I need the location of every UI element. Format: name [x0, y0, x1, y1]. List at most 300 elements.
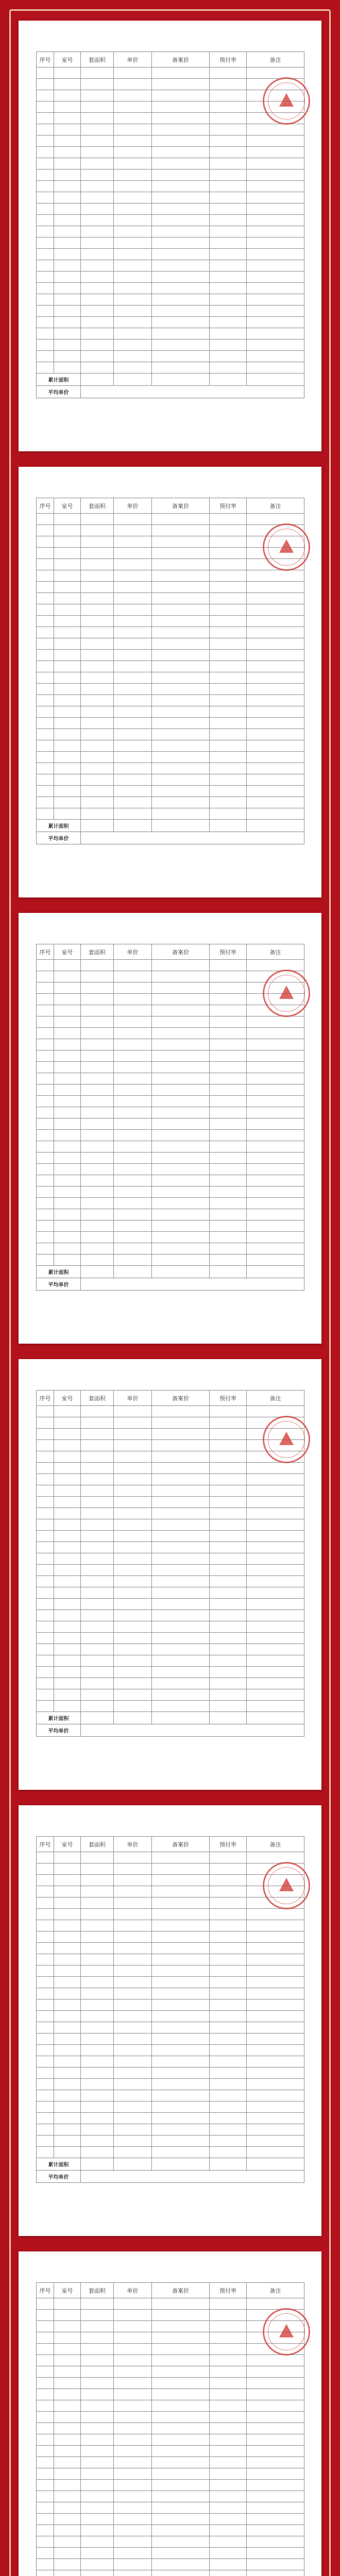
table-cell — [54, 582, 81, 593]
table-row — [37, 604, 304, 616]
table-cell — [152, 1084, 210, 1096]
table-cell — [81, 1429, 114, 1440]
table-cell — [210, 374, 247, 386]
table-cell — [152, 593, 210, 604]
table-row — [37, 638, 304, 650]
table-cell — [247, 1712, 304, 1724]
table-cell — [114, 2502, 152, 2514]
table-cell — [37, 2056, 54, 2067]
table-cell — [114, 695, 152, 706]
table-cell — [152, 1977, 210, 1988]
table-cell — [152, 2355, 210, 2366]
table-cell — [152, 1497, 210, 1508]
column-header: 备注 — [247, 1837, 304, 1852]
table-cell — [152, 2423, 210, 2434]
table-cell — [152, 1931, 210, 1943]
table-cell — [81, 101, 114, 113]
table-cell — [114, 797, 152, 808]
table-cell — [37, 1221, 54, 1232]
table-cell — [54, 238, 81, 249]
table-cell — [81, 272, 114, 283]
table-cell — [152, 1610, 210, 1621]
table-cell — [81, 1451, 114, 1463]
table-cell — [37, 1565, 54, 1576]
table-cell — [152, 570, 210, 582]
table-cell — [152, 1689, 210, 1701]
price-sheet — [19, 21, 321, 451]
table-cell — [81, 1440, 114, 1451]
table-cell — [152, 2102, 210, 2113]
table-cell — [114, 1463, 152, 1474]
table-row — [37, 514, 304, 525]
table-cell — [210, 2344, 247, 2355]
table-cell — [114, 1943, 152, 1954]
table-cell — [247, 638, 304, 650]
table-cell — [247, 616, 304, 627]
table-cell — [152, 1897, 210, 1909]
table-cell — [54, 994, 81, 1005]
table-row — [37, 2389, 304, 2400]
table-cell — [152, 1988, 210, 1999]
table-cell — [37, 1118, 54, 1130]
table-cell — [152, 1463, 210, 1474]
table-cell — [54, 101, 81, 113]
table-cell — [37, 514, 54, 525]
table-cell — [54, 1621, 81, 1633]
table-cell — [54, 960, 81, 971]
table-cell — [247, 1497, 304, 1508]
table-cell — [210, 1153, 247, 1164]
table-cell — [54, 158, 81, 170]
table-cell — [37, 604, 54, 616]
table-cell — [54, 1701, 81, 1712]
table-cell — [54, 1852, 81, 1863]
table-row — [37, 1175, 304, 1187]
table-cell — [114, 1875, 152, 1886]
table-cell — [81, 1689, 114, 1701]
table-cell — [54, 2033, 81, 2045]
table-cell — [37, 1474, 54, 1485]
table-cell — [247, 181, 304, 192]
table-cell — [247, 1107, 304, 1118]
table-cell — [247, 238, 304, 249]
table-cell — [114, 627, 152, 638]
table-row — [37, 763, 304, 774]
table-cell — [54, 1050, 81, 1062]
table-cell — [114, 1474, 152, 1485]
table-cell — [152, 2136, 210, 2147]
company-seal-icon — [263, 1862, 310, 1909]
table-cell — [247, 158, 304, 170]
table-row — [37, 616, 304, 627]
table-cell — [81, 638, 114, 650]
table-cell — [114, 1599, 152, 1610]
table-cell — [54, 1863, 81, 1875]
table-cell — [210, 2033, 247, 2045]
table-cell — [37, 1232, 54, 1243]
table-cell — [247, 1610, 304, 1621]
table-cell — [152, 2321, 210, 2332]
table-cell — [152, 2113, 210, 2124]
table-cell — [114, 1701, 152, 1712]
table-cell — [247, 1542, 304, 1553]
table-cell — [37, 1209, 54, 1221]
table-cell — [210, 1610, 247, 1621]
company-seal-icon — [263, 523, 310, 571]
company-seal-icon — [263, 1416, 310, 1463]
total-area-value — [81, 374, 114, 386]
table-row — [37, 786, 304, 797]
table-cell — [210, 2321, 247, 2332]
column-header: 备案价 — [152, 1837, 210, 1852]
table-cell — [210, 684, 247, 695]
table-row — [37, 582, 304, 593]
table-cell — [210, 695, 247, 706]
table-cell — [247, 1519, 304, 1531]
table-cell — [81, 2298, 114, 2310]
table-cell — [210, 2011, 247, 2022]
table-cell — [152, 306, 210, 317]
price-sheet — [19, 1805, 321, 2236]
table-row — [37, 2310, 304, 2321]
table-cell — [152, 1875, 210, 1886]
table-cell — [81, 1863, 114, 1875]
table-cell — [37, 2298, 54, 2310]
table-cell — [114, 2136, 152, 2147]
table-header-row — [37, 498, 304, 514]
table-header-row — [37, 1391, 304, 1406]
column-header: 室号 — [54, 498, 81, 514]
table-row — [37, 1943, 304, 1954]
table-row — [37, 1016, 304, 1028]
table-cell — [247, 2378, 304, 2389]
table-row — [37, 2136, 304, 2147]
table-cell — [152, 1005, 210, 1016]
table-cell — [54, 2298, 81, 2310]
table-cell — [152, 226, 210, 238]
table-row — [37, 729, 304, 740]
table-cell — [247, 124, 304, 135]
table-cell — [54, 706, 81, 718]
table-cell — [54, 1931, 81, 1943]
table-cell — [114, 158, 152, 170]
avg-price-label: 平均单价 — [37, 2171, 81, 2183]
table-cell — [152, 2067, 210, 2079]
table-row — [37, 2022, 304, 2033]
table-cell — [81, 797, 114, 808]
table-cell — [37, 2559, 54, 2570]
table-row — [37, 1209, 304, 1221]
table-cell — [81, 604, 114, 616]
table-cell — [54, 2102, 81, 2113]
table-cell — [54, 1429, 81, 1440]
total-price-value — [152, 1266, 210, 1278]
table-cell — [114, 570, 152, 582]
column-header: 序号 — [37, 2283, 54, 2298]
table-cell — [81, 763, 114, 774]
table-cell — [37, 2423, 54, 2434]
table-cell — [54, 67, 81, 79]
table-cell — [152, 514, 210, 525]
table-cell — [37, 249, 54, 260]
table-cell — [210, 2423, 247, 2434]
sheet-header — [36, 933, 304, 944]
table-row — [37, 1587, 304, 1599]
table-cell — [114, 1565, 152, 1576]
table-cell — [54, 2056, 81, 2067]
table-cell — [37, 101, 54, 113]
table-cell — [114, 374, 152, 386]
table-cell — [210, 1599, 247, 1610]
table-cell — [54, 1565, 81, 1576]
table-cell — [54, 2412, 81, 2423]
table-cell — [54, 982, 81, 994]
table-cell — [54, 1130, 81, 1141]
table-row — [37, 1451, 304, 1463]
table-cell — [210, 1999, 247, 2011]
table-cell — [81, 1519, 114, 1531]
table-cell — [210, 2090, 247, 2102]
table-cell — [81, 2400, 114, 2412]
table-cell — [247, 1701, 304, 1712]
table-cell — [210, 260, 247, 272]
table-cell — [114, 1243, 152, 1255]
table-row — [37, 1701, 304, 1712]
table-cell — [247, 1118, 304, 1130]
table-cell — [114, 1988, 152, 1999]
table-cell — [247, 1243, 304, 1255]
table-cell — [152, 147, 210, 158]
table-cell — [114, 1897, 152, 1909]
table-cell — [37, 1943, 54, 1954]
table-cell — [54, 1073, 81, 1084]
table-cell — [54, 1897, 81, 1909]
table-cell — [152, 1667, 210, 1678]
table-cell — [81, 740, 114, 752]
table-cell — [210, 1016, 247, 1028]
table-cell — [247, 1954, 304, 1965]
table-cell — [152, 1485, 210, 1497]
table-cell — [37, 1678, 54, 1689]
table-cell — [37, 1440, 54, 1451]
table-cell — [54, 2389, 81, 2400]
table-cell — [152, 2548, 210, 2559]
table-cell — [81, 2366, 114, 2378]
table-cell — [54, 786, 81, 797]
table-cell — [54, 294, 81, 306]
table-cell — [247, 2056, 304, 2067]
table-cell — [210, 982, 247, 994]
table-cell — [37, 1553, 54, 1565]
price-sheets — [19, 21, 321, 2576]
table-cell — [81, 192, 114, 204]
column-header: 单价 — [114, 944, 152, 960]
table-cell — [114, 1440, 152, 1451]
table-cell — [37, 2124, 54, 2136]
table-cell — [81, 672, 114, 684]
table-cell — [81, 215, 114, 226]
table-cell — [114, 124, 152, 135]
table-cell — [210, 1463, 247, 1474]
table-cell — [210, 1039, 247, 1050]
table-cell — [37, 729, 54, 740]
table-row — [37, 204, 304, 215]
table-cell — [37, 808, 54, 820]
table-cell — [210, 1451, 247, 1463]
total-area-label: 累计面积 — [37, 374, 81, 386]
table-cell — [152, 982, 210, 994]
table-cell — [114, 2366, 152, 2378]
table-cell — [81, 226, 114, 238]
table-row — [37, 1655, 304, 1667]
table-cell — [81, 2022, 114, 2033]
table-cell — [114, 1062, 152, 1073]
table-cell — [152, 101, 210, 113]
table-row — [37, 2400, 304, 2412]
table-cell — [114, 1485, 152, 1497]
avg-price-label: 平均单价 — [37, 1278, 81, 1291]
table-cell — [37, 79, 54, 90]
table-cell — [81, 2355, 114, 2366]
table-cell — [247, 1565, 304, 1576]
price-sheet — [19, 1359, 321, 1790]
table-cell — [152, 1050, 210, 1062]
table-cell — [247, 283, 304, 294]
table-row — [37, 570, 304, 582]
table-cell — [37, 1050, 54, 1062]
table-cell — [81, 1198, 114, 1209]
table-cell — [247, 1073, 304, 1084]
table-cell — [37, 1667, 54, 1678]
table-cell — [114, 1005, 152, 1016]
table-cell — [114, 559, 152, 570]
table-cell — [54, 1451, 81, 1463]
table-cell — [114, 2147, 152, 2158]
table-row — [37, 124, 304, 135]
table-cell — [152, 604, 210, 616]
table-cell — [81, 706, 114, 718]
column-header: 预付率 — [210, 1837, 247, 1852]
table-cell — [247, 2079, 304, 2090]
table-cell — [114, 340, 152, 351]
table-row — [37, 351, 304, 362]
table-cell — [81, 808, 114, 820]
table-cell — [247, 706, 304, 718]
table-cell — [54, 260, 81, 272]
table-cell — [247, 2434, 304, 2446]
table-cell — [247, 317, 304, 328]
table-cell — [114, 1931, 152, 1943]
table-cell — [210, 525, 247, 536]
column-header: 套面积 — [81, 52, 114, 67]
table-cell — [114, 820, 152, 832]
table-cell — [54, 536, 81, 548]
table-row — [37, 1689, 304, 1701]
table-row — [37, 1096, 304, 1107]
table-row — [37, 1417, 304, 1429]
table-cell — [37, 2514, 54, 2525]
table-cell — [152, 1542, 210, 1553]
table-cell — [114, 1187, 152, 1198]
column-header: 预付率 — [210, 2283, 247, 2298]
table-cell — [210, 1689, 247, 1701]
table-row — [37, 2570, 304, 2576]
table-cell — [210, 604, 247, 616]
table-cell — [81, 2310, 114, 2321]
table-cell — [114, 2011, 152, 2022]
table-cell — [247, 294, 304, 306]
table-cell — [114, 638, 152, 650]
table-cell — [81, 1255, 114, 1266]
table-cell — [210, 1965, 247, 1977]
total-area-value — [81, 1712, 114, 1724]
table-row — [37, 2412, 304, 2423]
table-cell — [114, 1667, 152, 1678]
table-cell — [210, 2079, 247, 2090]
table-cell — [247, 2400, 304, 2412]
table-cell — [247, 763, 304, 774]
table-row — [37, 1221, 304, 1232]
table-cell — [37, 2067, 54, 2079]
table-cell — [247, 1255, 304, 1266]
price-sheet — [19, 467, 321, 897]
table-cell — [54, 1164, 81, 1175]
table-row — [37, 1107, 304, 1118]
table-cell — [54, 192, 81, 204]
table-row — [37, 559, 304, 570]
table-cell — [247, 249, 304, 260]
table-cell — [247, 2090, 304, 2102]
table-cell — [37, 113, 54, 124]
column-header: 备案价 — [152, 2283, 210, 2298]
table-cell — [247, 740, 304, 752]
average-price-row — [37, 2171, 304, 2183]
table-cell — [210, 1621, 247, 1633]
avg-price-value — [81, 2171, 304, 2183]
table-cell — [152, 2090, 210, 2102]
table-cell — [54, 1209, 81, 1221]
table-cell — [114, 2022, 152, 2033]
table-cell — [152, 317, 210, 328]
table-cell — [210, 1667, 247, 1678]
table-cell — [210, 192, 247, 204]
table-row — [37, 593, 304, 604]
table-cell — [114, 1886, 152, 1897]
table-cell — [152, 1621, 210, 1633]
table-cell — [114, 1130, 152, 1141]
table-cell — [37, 2310, 54, 2321]
table-cell — [247, 2067, 304, 2079]
table-cell — [210, 1587, 247, 1599]
table-cell — [114, 729, 152, 740]
table-cell — [37, 1999, 54, 2011]
table-cell — [210, 2559, 247, 2570]
table-cell — [81, 1852, 114, 1863]
table-cell — [152, 2147, 210, 2158]
table-cell — [114, 2491, 152, 2502]
table-cell — [37, 593, 54, 604]
table-cell — [152, 1107, 210, 1118]
table-cell — [247, 661, 304, 672]
table-cell — [54, 1920, 81, 1931]
table-cell — [114, 2344, 152, 2355]
table-cell — [114, 672, 152, 684]
table-cell — [54, 2079, 81, 2090]
column-header: 单价 — [114, 1837, 152, 1852]
table-cell — [152, 204, 210, 215]
table-cell — [54, 283, 81, 294]
company-seal-icon — [263, 77, 310, 125]
